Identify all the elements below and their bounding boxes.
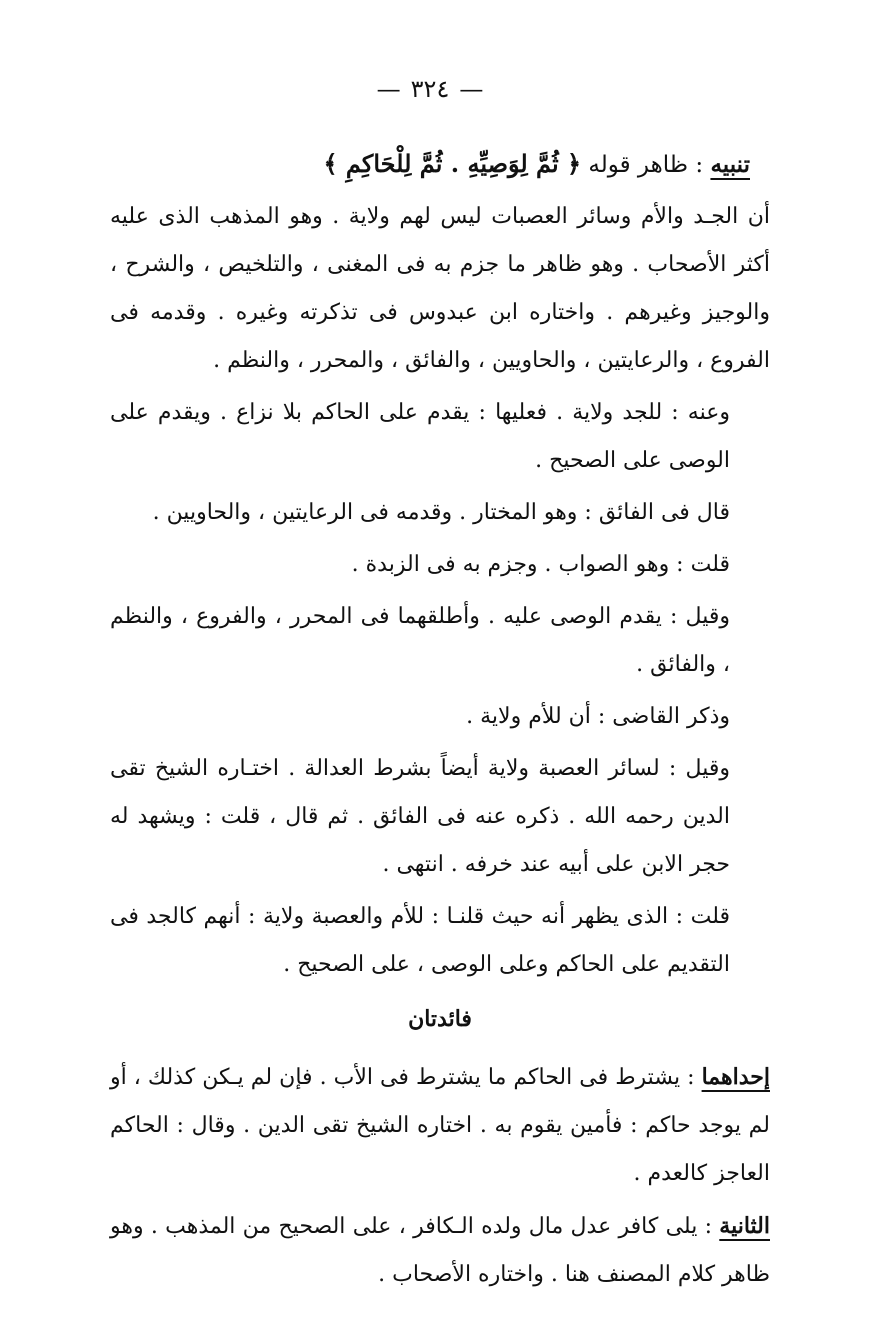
page-number-value: ٣٢٤ bbox=[410, 75, 450, 103]
paragraph-3: قال فى الفائق : وهو المختار . وقدمه فى الرعايتين ، والحاويين . bbox=[152, 500, 730, 525]
quranic-quote: ﴿ ثُمَّ لِوَصِيِّهِ . ثُمَّ لِلْحَاكِمِ ﴾ bbox=[323, 149, 582, 178]
benefit-1 bbox=[110, 1053, 770, 1198]
tanbih-heading bbox=[110, 140, 770, 189]
benefit-2 bbox=[110, 1202, 770, 1299]
benefit-2-label: الثانية bbox=[719, 1213, 770, 1239]
paragraph-4: قلت : وهو الصواب . وجزم به فى الزبدة . bbox=[351, 552, 730, 577]
tanbih-label: تنبيه bbox=[710, 151, 750, 178]
dash-left: — bbox=[459, 75, 484, 103]
paragraph-1: أن الجـد والأم وسائر العصبات ليس لهم ولاية . وهو المذهب الذى عليه أكثر الأصحاب . وهو ظاهر ما جزم به فى المغنى ، والتلخيص ، والشرح ، والوجيز وغيرهم . واختاره ابن عبدوس فى تذكرته وغيره . وقدمه فى الفروع ، والرعايتين ، والحاويين ، والفائق ، والمحرر ، والنظم . bbox=[110, 204, 770, 373]
paragraph-5: وقيل : يقدم الوصى عليه . وأطلقهما فى المحرر ، والفروع ، والنظم ، والفائق . bbox=[110, 604, 730, 677]
tanbih-text: : ظاهر قوله bbox=[588, 152, 704, 178]
section-heading: فائدتان bbox=[408, 1006, 472, 1032]
dash-right: — bbox=[376, 75, 401, 103]
benefit-1-text: : يشترط فى الحاكم ما يشترط فى الأب . فإن لم يـكن كذلك ، أو لم يوجد حاكم : فأمين يقوم به . اختاره الشيخ تقى الدين . وقال : الحاكم العاجز كالعدم . bbox=[110, 1065, 770, 1186]
benefit-1-label: إحداهما bbox=[701, 1064, 770, 1090]
benefit-2-text: : يلى كافر عدل مال ولده الـكافر ، على الصحيح من المذهب . وهو ظاهر كلام المصنف هنا . واختاره الأصحاب . bbox=[110, 1214, 770, 1287]
paragraph-7: وقيل : لسائر العصبة ولاية أيضاً بشرط العدالة . اختـاره الشيخ تقى الدين رحمه الله . ذكره عنه فى الفائق . ثم قال ، قلت : ويشهد له حجر الابن على أبيه عند خرفه . انتهى . bbox=[110, 756, 730, 877]
paragraph-2: وعنه : للجد ولاية . فعليها : يقدم على الحاكم بلا نزاع . ويقدم على الوصى على الصحيح . bbox=[110, 400, 730, 473]
paragraph-8: قلت : الذى يظهر أنه حيث قلنـا : للأم والعصبة ولاية : أنهم كالجد فى التقديم على الحاكم وعلى الوصى ، على الصحيح . bbox=[110, 904, 730, 977]
page-number bbox=[0, 74, 860, 104]
paragraph-6: وذكر القاضى : أن للأم ولاية . bbox=[466, 704, 730, 729]
page-body bbox=[110, 140, 770, 1303]
